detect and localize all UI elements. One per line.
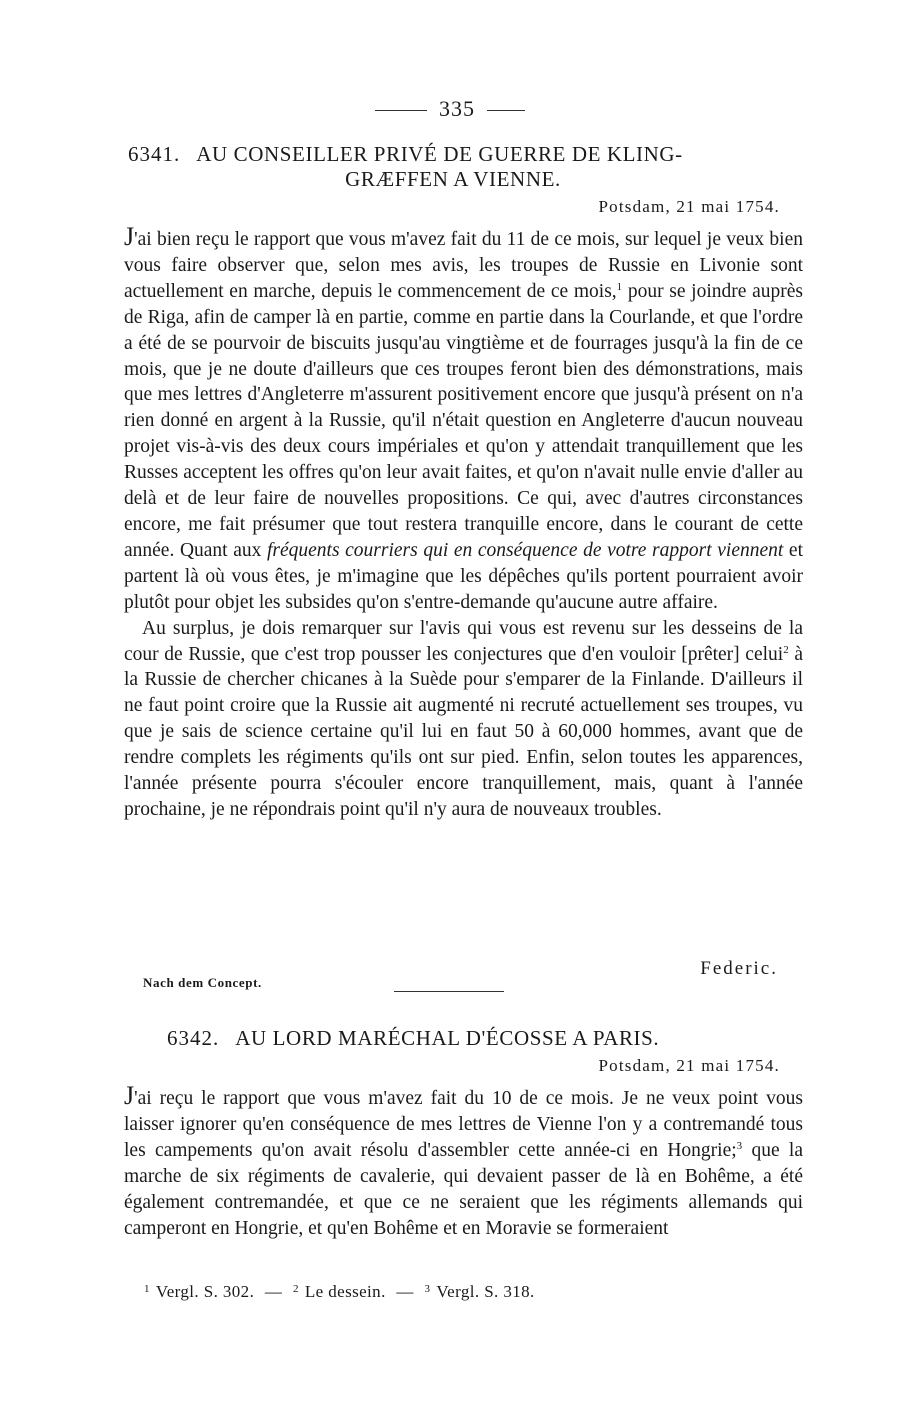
letter-6341-paragraph-2 bbox=[124, 616, 803, 823]
letter-6341-dateline: Potsdam, 21 mai 1754. bbox=[598, 197, 780, 216]
footnote-3-text: Vergl. S. 318. bbox=[436, 1282, 535, 1301]
letter-6341-heading-text1: AU CONSEILLER PRIVÉ DE GUERRE DE KLING- bbox=[196, 142, 683, 166]
letter-6341-heading bbox=[128, 142, 778, 192]
letter-6341-number: 6341. bbox=[128, 142, 181, 166]
letter-6341-p2-a: Au surplus, je dois remarquer sur l'avis qui vous est revenu sur les desseins de la cour de Russie, que c'est trop pousser les conjectures que d'en vouloir [prêter] celui bbox=[124, 617, 803, 665]
letter-6341-p1-c: et partent là où vous êtes, je m'imagine que les dépêches qu'ils portent pourraient avoir plutôt pour objet les subsides qu'on s'entre-demande qu'aucune autre affaire. bbox=[124, 539, 803, 613]
letter-6342-body bbox=[124, 1083, 803, 1241]
page-number bbox=[0, 96, 900, 122]
section-divider-rule bbox=[394, 991, 504, 992]
footnote-separator-2: — bbox=[396, 1282, 414, 1301]
page-number-dash-right bbox=[487, 110, 525, 111]
footnote-ref-2: 2 bbox=[783, 643, 789, 656]
letter-6341-paragraph-1 bbox=[124, 224, 803, 616]
footnote-separator-1: — bbox=[264, 1282, 283, 1301]
letter-6341-p2-b: à la Russie de chercher chicanes à la Suède pour s'emparer de la Finlande. D'ailleurs il ne faut point croire que la Russie ait augmenté ni recruté actuellement ses troupes, vu que je sais de science certaine qu'il lui en faut 50 à 60,000 hommes, avant que de rendre complets les régiments qu'ils ont sur pied. Enfin, selon toutes les apparences, l'année présente pourra s'écouler encore tranquillement, mais, quant à l'année prochaine, je ne répondrais point qu'il n'y aura de nouveaux troubles. bbox=[124, 643, 803, 820]
letter-6342-heading bbox=[167, 1026, 767, 1051]
letter-6341-p1-a: 'ai bien reçu le rapport que vous m'avez fait du 11 de ce mois, sur lequel je veux bien vous faire observer que, selon mes avis, les troupes de Russie en Livonie sont actuellement en marche, depuis le commencement de ce mois, bbox=[124, 229, 803, 302]
letter-6341-source-note: Nach dem Concept. bbox=[143, 975, 262, 990]
footnotes bbox=[144, 1282, 535, 1302]
footnote-2-mark: 2 bbox=[292, 1283, 299, 1295]
letter-6342-p1-b: que la marche de six régiments de cavalerie, qui devaient passer de là en Bohême, a été également contremandée, et que ce ne seraient que les régiments allemands qui camperont en Hongrie, et qu'en Bohême et en Moravie se formeraient bbox=[124, 1139, 803, 1239]
footnote-ref-1: 1 bbox=[616, 280, 623, 293]
footnote-2-text: Le dessein. bbox=[304, 1282, 386, 1301]
letter-6341-heading-line1 bbox=[128, 142, 778, 167]
letter-6341-p1-italic: fréquents courriers qui en conséquence de votre rapport viennent bbox=[266, 539, 784, 561]
letter-6341-p1-b: pour se joindre auprès de Riga, afin de camper là en partie, comme en partie dans la Courlande, et que l'ordre a été de se pourvoir de biscuits jusqu'au vingtième et de fourrages jusqu'à la fin de ce mois, que je ne doute d'ailleurs que ces troupes feront bien des démonstrations, mais que mes lettres d'Angleterre m'assurent positivement encore que jusqu'à présent on n'a rien donné en argent à la Russie, qu'il n'était question en Angleterre d'aucun nouveau projet vis-à-vis des deux cours impériales et qu'on y attendait tranquillement que les Russes acceptent les offres qu'on leur avait faites, et qu'on n'avait nulle envie d'aller au delà et de leur faire de nouvelles propositions. Ce qui, avec d'autres circonstances encore, me fait présumer que tout restera tranquille encore, dans le courant de cette année. Quant aux bbox=[124, 280, 803, 561]
footnote-ref-3: 3 bbox=[736, 1139, 743, 1152]
footnote-3 bbox=[424, 1282, 534, 1301]
letter-6342-p1-a: 'ai reçu le rapport que vous m'avez fait du 10 de ce mois. Je ne veux point vous laisser ignorer qu'en conséquence de mes lettres de Vienne l'on y a contremandé tous les campements qu'on avait résolu d'assembler cette année-ci en Hongrie; bbox=[124, 1088, 803, 1161]
letter-6341-body bbox=[124, 224, 803, 823]
page-number-text: 335 bbox=[439, 96, 475, 121]
letter-6341-dropcap: J bbox=[124, 222, 135, 251]
letter-6342-dropcap: J bbox=[124, 1081, 135, 1110]
letter-6341-signature: Federic. bbox=[700, 958, 778, 979]
letter-6342-dateline: Potsdam, 21 mai 1754. bbox=[598, 1056, 780, 1075]
page-number-dash-left bbox=[375, 110, 427, 111]
footnote-1 bbox=[144, 1282, 254, 1301]
letter-6342-number: 6342. bbox=[167, 1026, 220, 1050]
footnote-2 bbox=[293, 1282, 386, 1301]
footnote-3-mark: 3 bbox=[424, 1283, 431, 1295]
letter-6341-heading-line2: GRÆFFEN A VIENNE. bbox=[345, 167, 561, 191]
footnote-1-mark: 1 bbox=[144, 1283, 150, 1295]
footnote-1-text: Vergl. S. 302. bbox=[155, 1282, 255, 1301]
letter-6342-heading-text1: AU LORD MARÉCHAL D'ÉCOSSE A PARIS. bbox=[235, 1026, 660, 1050]
letter-6342-paragraph-1 bbox=[124, 1083, 803, 1241]
letter-6342-heading-line1 bbox=[167, 1026, 767, 1051]
